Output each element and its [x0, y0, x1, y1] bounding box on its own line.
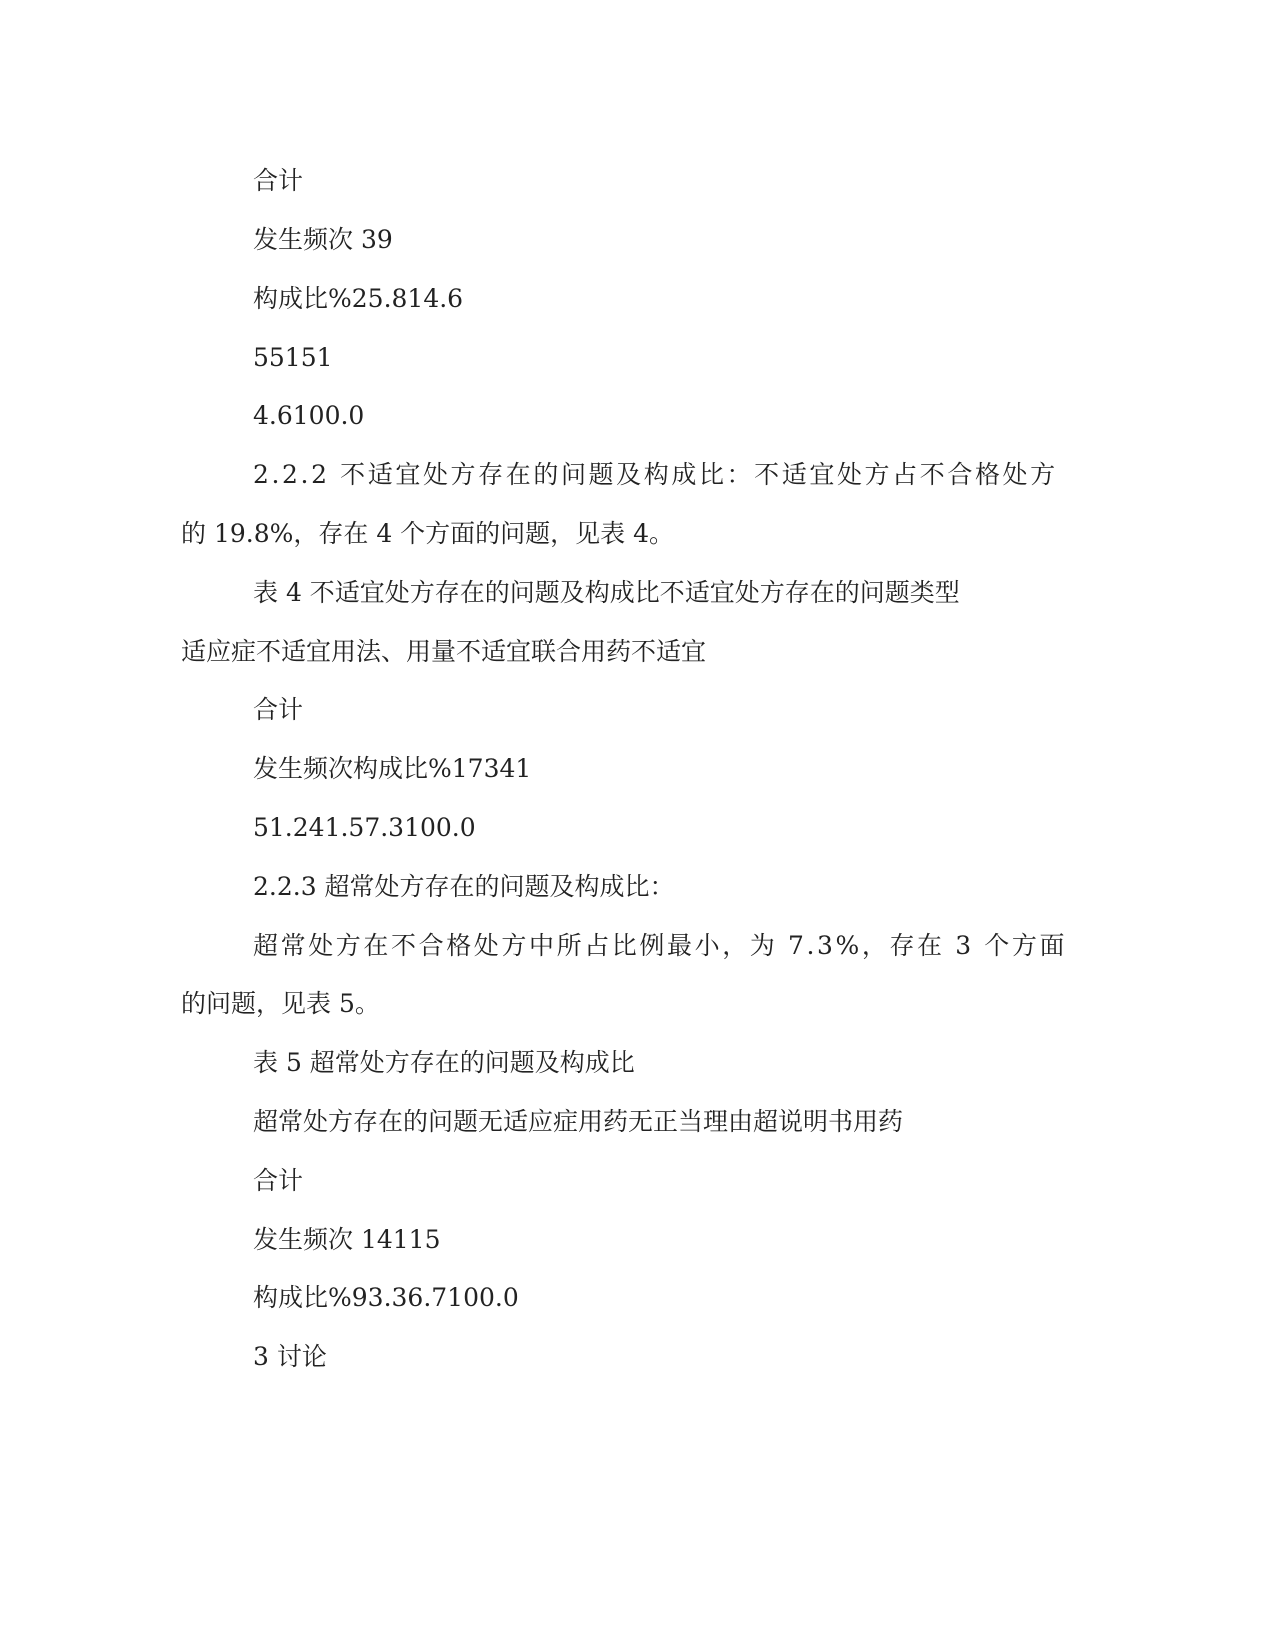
table4-values-line: 51.241.57.3100.0 — [253, 813, 476, 842]
table5-frequency-row: 发生频次 14115 — [253, 1225, 441, 1254]
table5-header-row: 超常处方存在的问题无适应症用药无正当理由超说明书用药 — [253, 1107, 904, 1136]
section-2-2-3-heading: 2.2.3 超常处方存在的问题及构成比： — [253, 872, 675, 901]
table5-ratio-row: 构成比%93.36.7100.0 — [253, 1283, 519, 1312]
paragraph-line: 的问题，见表 5。 — [181, 989, 380, 1018]
table4-frequency-row: 发生频次构成比%17341 — [253, 754, 532, 783]
table3-values-line: 55151 — [253, 343, 333, 372]
section-2-2-2-heading: 2.2.2 不适宜处方存在的问题及构成比：不适宜处方占不合格处方 — [253, 460, 1058, 489]
table4-caption: 表 4 不适宜处方存在的问题及构成比不适宜处方存在的问题类型 — [253, 578, 960, 607]
table3-frequency-row: 发生频次 39 — [253, 225, 393, 254]
table3-ratio-row: 构成比%25.814.6 — [253, 284, 464, 313]
table5-caption: 表 5 超常处方存在的问题及构成比 — [253, 1048, 635, 1077]
paragraph-line: 超常处方在不合格处方中所占比例最小，为 7.3%，存在 3 个方面 — [253, 931, 1068, 960]
table3-total-label: 合计 — [253, 166, 304, 195]
table4-total-label: 合计 — [253, 695, 304, 724]
paragraph-line: 的 19.8%，存在 4 个方面的问题，见表 4。 — [181, 519, 675, 548]
section-3-heading: 3 讨论 — [253, 1342, 327, 1371]
table4-header-row: 适应症不适宜用法、用量不适宜联合用药不适宜 — [181, 637, 707, 666]
table3-values-line: 4.6100.0 — [253, 401, 365, 430]
table5-total-label: 合计 — [253, 1166, 304, 1195]
